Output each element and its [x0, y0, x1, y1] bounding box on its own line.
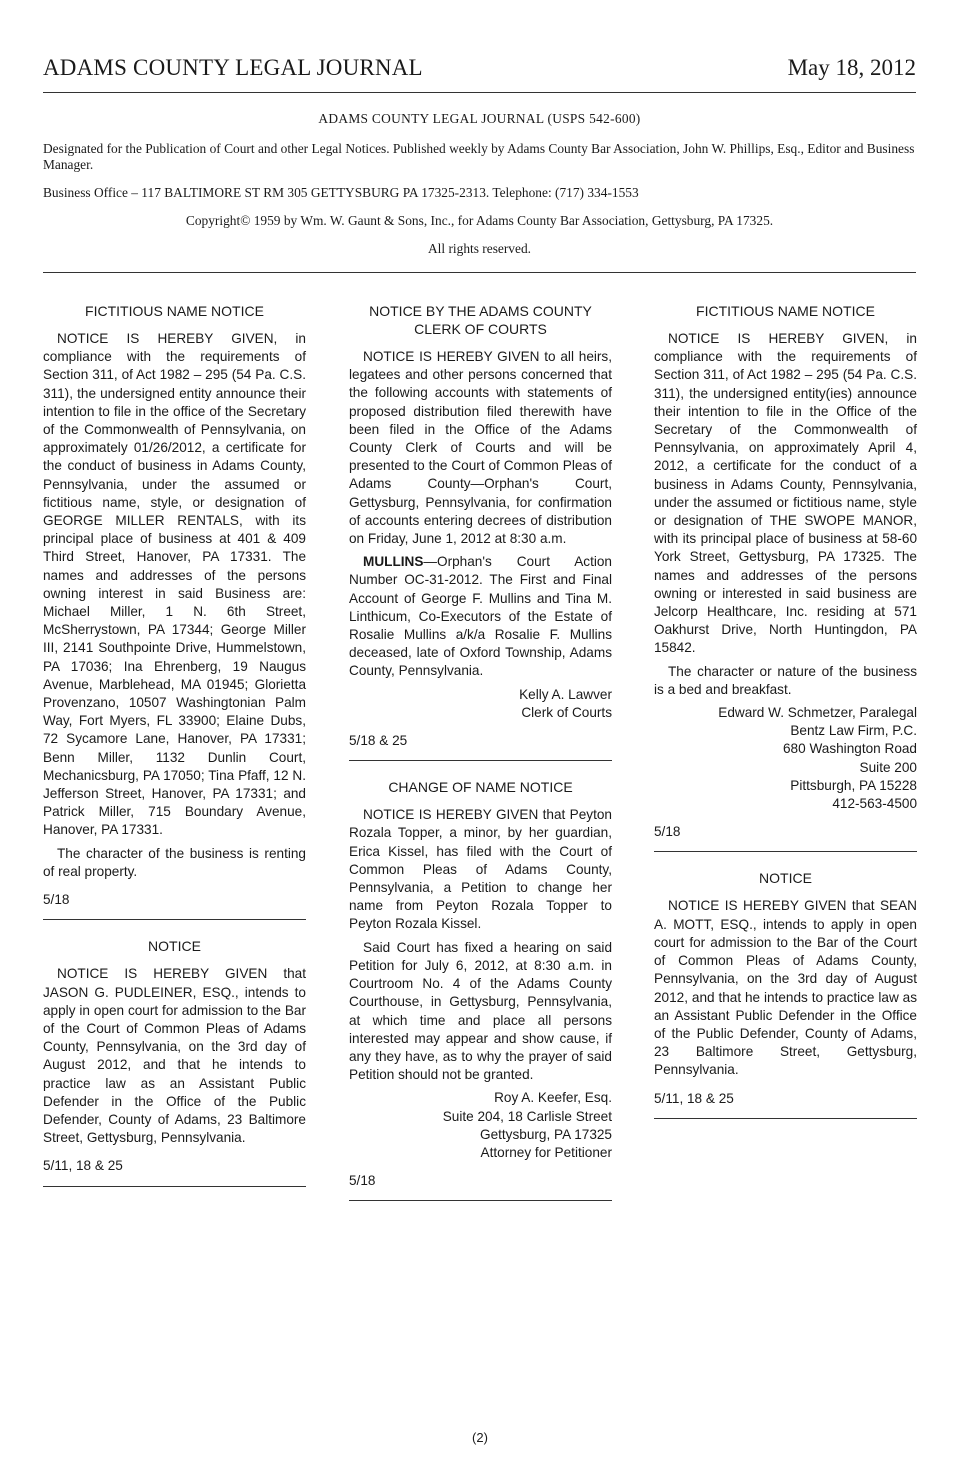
notice-body: NOTICE IS HEREBY GIVEN that SEAN A. MOTT, ESQ., intends to apply in open court for admission to the Bar of the Court of Common Pleas of Adams County, Pennsylvania, on the 3rd day of August 2012, and that he intends to practice law as an Assistant Public Defender in the Office of the Public Defender, County of Adams, 23 Baltimore Street, Gettysburg, Pennsylvania.	[654, 898, 917, 1078]
masthead-rule	[43, 272, 916, 273]
notice-divider	[654, 1118, 917, 1119]
running-head	[43, 55, 916, 85]
notice-body: NOTICE IS HEREBY GIVEN, in compliance with the requirements of Section 311, of Act 1982 – 295 (54 Pa. C.S. 311), the undersigned entity(ies) announce their intention to file in the Office of the Secretary of the Commonwealth of Pennsylvania, on approximately April 4, 2012, a certificate for the conduct of a business in Adams County, Pennsylvania, under the assumed or fictitious name, style or designation of THE SWOPE MANOR, with its principal place of business at 58-60 York Street, Gettysburg, PA 17325. The names and addresses of the persons owning or interested in said business are Jelcorp Healthcare, Inc. residing at 571 Oakhurst Drive, North Huntingdon, PA 15842.	[654, 331, 917, 656]
notice-date: 5/18	[654, 824, 681, 840]
notice-divider	[654, 851, 917, 852]
signature-line: 680 Washington Road	[782, 741, 917, 757]
notice-character: The character or nature of the business is a bed and breakfast.	[654, 663, 917, 697]
masthead	[43, 111, 916, 257]
notice-body: NOTICE IS HEREBY GIVEN, in compliance with the requirements of Section 311, of Act 1982 – 295 (54 Pa. C.S. 311), the undersigned entity announce their intention to file in the office of the Secretary of the Commonwealth of Pennsylvania, on approximately 01/26/2012, a certificate for the conduct of business in Adams County, Pennsylvania, under the assumed or fictitious name, style, or designation of GEORGE MILLER RENTALS, with its principal place of business at 401 & 409 Third Street, Hanover, PA 17331. The names and addresses of the persons owning interest in said Business are: Michael Miller, 1 N. 6th Street, McSherrystown, PA 17344; George Miller III, 2141 Southpointe Drive, Hummelstown, PA 17036; Ina Ehrenberg, 19 Naugus Avenue, Marblehead, MA 01945; Glorietta Provenzano, 10507 Washingtonian Palm Way, Fort Myers, FL 33900; Elaine Dubs, 72 Sycamore Lane, Hanover, PA 17331; Benn Miller, 1132 Dunlin Court, Mechanicsburg, PA 17050; Tina Pfaff, 12 N. Jefferson Street, Hanover, PA 17331; and Patrick Miller, 715 Boundary Avenue, Hanover, PA 17331.	[43, 331, 306, 838]
signature-title: Clerk of Courts	[521, 704, 612, 720]
clerk-of-courts-notice	[349, 302, 612, 750]
signature-line: Gettysburg, PA 17325	[480, 1126, 612, 1142]
column-middle	[349, 302, 612, 1218]
change-of-name-notice	[349, 778, 612, 1190]
bar-admission-notice-pudleiner	[43, 937, 306, 1175]
page-number: (2)	[472, 1430, 488, 1445]
notice-character: The character of the business is renting of real property.	[43, 845, 306, 879]
masthead-title: ADAMS COUNTY LEGAL JOURNAL (USPS 542-600)	[318, 111, 641, 126]
signature-line: Bentz Law Firm, P.C.	[790, 723, 917, 739]
fictitious-name-notice-swope-manor	[654, 302, 917, 841]
notice-heading: NOTICE	[148, 938, 201, 955]
estate-entry-name: MULLINS	[363, 554, 424, 570]
notice-body: NOTICE IS HEREBY GIVEN that JASON G. PUDLEINER, ESQ., intends to apply in open court for admission to the Bar of the Court of Common Pleas of Adams County, Pennsylvania, on the 3rd day of August 2012, and that he intends to practice law as an Assistant Public Defender in the Office of the Public Defender, County of Adams, 23 Baltimore Street, Gettysburg, Pennsylvania.	[43, 966, 306, 1146]
signature-line: Edward W. Schmetzer, Paralegal	[718, 705, 917, 721]
column-left	[43, 302, 306, 1204]
signature-line: 412-563-4500	[832, 796, 917, 812]
bar-admission-notice-mott	[654, 869, 917, 1107]
signature-name: Kelly A. Lawver	[519, 686, 612, 702]
notice-hearing: Said Court has fixed a hearing on said Petition for July 6, 2012, at 8:30 a.m. in Courtroom No. 4 of the Adams County Courthouse, in Gettysburg, Pennsylvania, at which time and place all persons interested may appear and show cause, if any they have, as to why the prayer of said Petition should not be granted.	[349, 939, 612, 1083]
signature-line: Suite 200	[859, 759, 917, 775]
notice-divider	[349, 1200, 612, 1201]
issue-date: May 18, 2012	[787, 55, 916, 80]
column-right	[654, 302, 917, 1136]
header-rule	[43, 92, 916, 93]
notice-body: NOTICE IS HEREBY GIVEN that Peyton Rozala Topper, a minor, by her guardian, Erica Kissel, has filed with the Court of Common Pleas of Adams County, Pennsylvania, a Petition to change her name from Peyton Rozala Topper to Peyton Rozala Kissel.	[349, 807, 612, 932]
business-office: Business Office – 117 BALTIMORE ST RM 305 GETTYSBURG PA 17325-2313. Telephone: (717) 334-1553	[43, 185, 639, 200]
masthead-description: Designated for the Publication of Court and other Legal Notices. Published weekly by Adams County Bar Association, John W. Phillips, Esq., Editor and Business Manager.	[43, 141, 915, 172]
notice-divider	[349, 760, 612, 761]
notice-heading: CHANGE OF NAME NOTICE	[388, 779, 573, 796]
rights-reserved: All rights reserved.	[427, 241, 531, 256]
signature-line: Attorney for Petitioner	[480, 1144, 612, 1160]
estate-entry	[349, 553, 612, 680]
signature-line: Pittsburgh, PA 15228	[790, 777, 917, 793]
notice-heading: FICTITIOUS NAME NOTICE	[85, 303, 264, 319]
copyright: Copyright© 1959 by Wm. W. Gaunt & Sons, Inc., for Adams County Bar Association, Gettysburg, PA 17325.	[185, 213, 774, 228]
signature-line: Suite 204, 18 Carlisle Street	[442, 1108, 612, 1124]
notice-divider	[43, 919, 306, 920]
journal-name: ADAMS COUNTY LEGAL JOURNAL	[43, 55, 423, 80]
notice-date: 5/18	[43, 892, 70, 908]
notice-body: NOTICE IS HEREBY GIVEN to all heirs, legatees and other persons concerned that the following accounts with statements of proposed distribution filed therewith have been filed in the Office of the Adams County Clerk of Courts and will be presented to the Court of Common Pleas of Adams County—Orphan's Court, Gettysburg, Pennsylvania, for confirmation of accounts entering decrees of distribution on Friday, June 1, 2012 at 8:30 a.m.	[349, 349, 612, 547]
notice-date: 5/18 & 25	[349, 733, 408, 749]
fictitious-name-notice-miller	[43, 302, 306, 909]
notice-heading: FICTITIOUS NAME NOTICE	[696, 303, 875, 319]
notice-date: 5/18	[349, 1173, 376, 1189]
notice-date: 5/11, 18 & 25	[43, 1158, 123, 1174]
estate-entry-body: —Orphan's Court Action Number OC-31-2012. The First and Final Account of George F. Mullins and Tina M. Linthicum, Co-Executors of the Estate of Rosalie Mullins a/k/a Rosalie F. Mullins deceased, late of Oxford Township, Adams County, Pennsylvania.	[349, 554, 612, 679]
notice-heading: NOTICE	[759, 870, 812, 887]
signature-line: Roy A. Keefer, Esq.	[494, 1090, 612, 1106]
notice-date: 5/11, 18 & 25	[654, 1090, 734, 1106]
notice-heading: NOTICE BY THE ADAMS COUNTY CLERK OF COURTS	[369, 303, 592, 337]
notice-divider	[43, 1186, 306, 1187]
